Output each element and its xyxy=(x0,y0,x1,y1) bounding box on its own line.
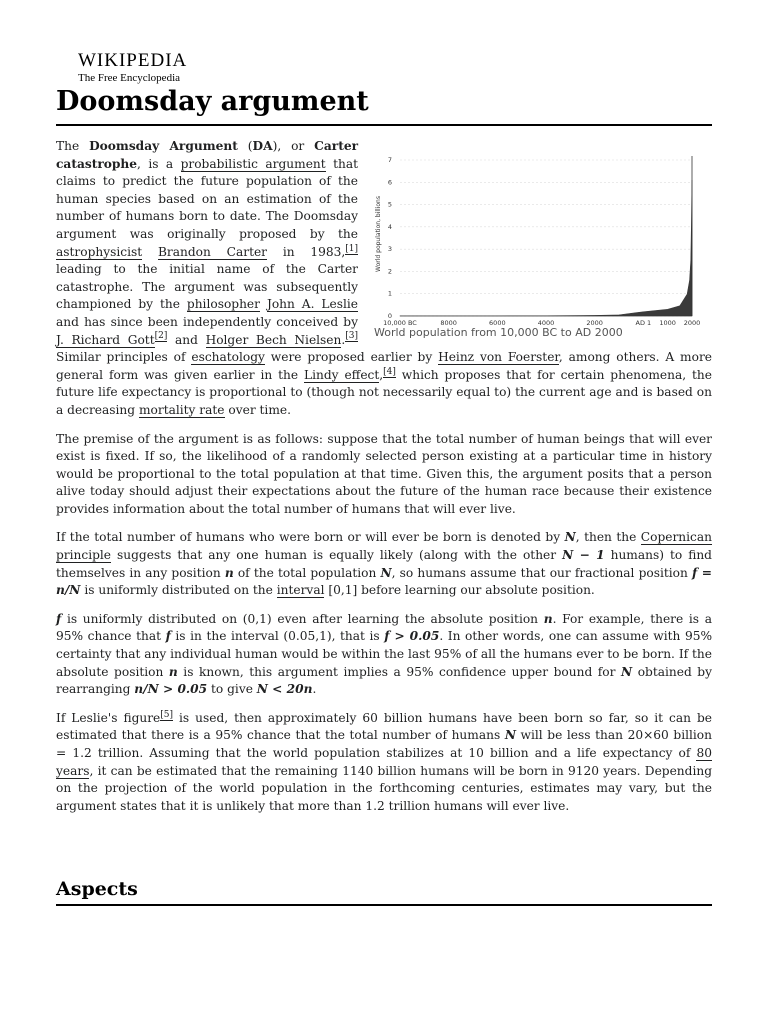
wikipedia-logo[interactable] xyxy=(78,50,238,85)
link-lindy-effect[interactable]: Lindy effect xyxy=(304,367,380,382)
term-da: DA xyxy=(252,139,273,153)
ref-5[interactable]: [5] xyxy=(160,709,174,720)
chart-y-tick-label: 0 xyxy=(387,312,392,320)
chart-y-tick-label: 5 xyxy=(387,200,392,209)
math-f: f xyxy=(165,629,171,644)
math-n-over-N-gt-005: n/N > 0.05 xyxy=(134,682,208,697)
link-80-years[interactable]: 80 years xyxy=(56,746,712,778)
chart-y-axis-label: World population, billions xyxy=(375,196,382,272)
math-N: N xyxy=(504,728,516,743)
figure-caption: World population from 10,000 BC to AD 2000 xyxy=(374,326,623,339)
chart-y-tick-label: 4 xyxy=(387,222,392,231)
chart-y-tick-label: 6 xyxy=(387,178,392,187)
link-mortality-rate[interactable]: mortality rate xyxy=(138,402,225,417)
article-body xyxy=(56,138,712,826)
chart-y-tick-label: 3 xyxy=(387,245,392,254)
chart-x-tick-label: 8000 xyxy=(440,319,457,327)
page-title: Doomsday argument xyxy=(56,82,712,126)
term-carter-catastrophe: Carter catastrophe xyxy=(56,139,358,171)
math-N: N xyxy=(621,664,633,679)
ref-2[interactable]: [2] xyxy=(154,331,168,342)
math-f: f xyxy=(56,611,62,626)
ref-3[interactable]: [3] xyxy=(345,331,358,342)
link-john-a-leslie[interactable]: John A. Leslie xyxy=(266,297,359,312)
intro-paragraph: The Doomsday Argument (DA), or Carter catastrophe, is a probabilistic argument that claims to predict the future population of the human species based on an estimation of the number of humans born to date. The Doomsday argument was originally proposed by the astrophysicist Brandon Carter in 1983,[1] leading to the initial name of the Carter catastrophe. The argument was subsequently championed by the philosopher John A. Leslie and has since been independently conceived by J. Richard Gott[2] and Holger Bech Nielsen.[3] Similar principles of eschatology were proposed earlier by Heinz von Foerster, among others. A more general form was given earlier in the Lindy effect,[4] which proposes that for certain phenomena, the future life expectancy is proportional to (though not necessarily equal to) the current age and is based on a decreasing mortality rate over time. xyxy=(56,139,712,417)
link-astrophysicist[interactable]: astrophysicist xyxy=(56,244,143,259)
link-philosopher[interactable]: philosopher xyxy=(186,297,260,312)
math-n: n xyxy=(543,611,553,626)
link-eschatology[interactable]: eschatology xyxy=(191,350,265,365)
math-N: N xyxy=(380,565,392,580)
population-figure xyxy=(372,138,712,340)
confidence-paragraph: f is uniformly distributed on (0,1) even after learning the absolute position n. For example, there is a 95% chance that f is in the interval (0.05,1), that is f > 0.05. In other words, one can assume with 95% certainty that any individual human would be within the last 95% of all the humans ever to be born. If the absolute position n is known, this argument implies a 95% confidence upper bound for N obtained by rearranging n/N > 0.05 to give N < 20n. xyxy=(56,611,713,697)
math-f-equals-n-over-N: f = n/N xyxy=(56,565,712,598)
chart-x-tick-label: AD 1 xyxy=(635,319,652,327)
ref-4[interactable]: [4] xyxy=(383,366,396,377)
copernican-paragraph: If the total number of humans who were born or will ever be born is denoted by N, then the Copernican principle suggests that any one human is equally likely (along with the other N − 1 humans) to find themselves in any position n of the total population N, so humans assume that our fractional position f = n/N is uniformly distributed on the interval [0,1] before learning our absolute position. xyxy=(56,530,712,598)
link-holger-bech-nielsen[interactable]: Holger Bech Nielsen xyxy=(205,332,342,347)
chart-y-tick-label: 2 xyxy=(387,267,392,276)
chart-y-tick-label: 1 xyxy=(387,289,392,298)
link-brandon-carter[interactable]: Brandon Carter xyxy=(157,244,268,259)
logo-tagline: The Free Encyclopedia xyxy=(78,72,181,84)
link-interval[interactable]: interval xyxy=(276,583,325,598)
chart-population-area xyxy=(400,180,692,316)
term-doomsday-argument: Doomsday Argument xyxy=(89,139,238,153)
link-heinz-von-foerster[interactable]: Heinz von Foerster xyxy=(438,350,559,365)
chart-x-tick-label: 1000 xyxy=(659,319,676,327)
link-probabilistic-argument[interactable]: probabilistic argument xyxy=(180,156,326,171)
population-chart xyxy=(372,138,712,328)
math-n: n xyxy=(224,565,234,580)
math-N-minus-1: N − 1 xyxy=(562,548,605,563)
estimate-paragraph: If Leslie's figure[5] is used, then approximately 60 billion humans have been born so far, so it can be estimated that there is a 95% chance that the total number of humans N will be less than 20×60 billion = 1.2 trillion. Assuming that the world population stabilizes at 10 billion and a life expectancy of 80 years, it can be estimated that the remaining 1140 billion humans will be born in 9120 years. Depending on the projection of the world population in the forthcoming centuries, estimates may vary, but the argument states that it is unlikely that more than 1.2 trillion humans will ever live. xyxy=(56,709,712,813)
link-j-richard-gott[interactable]: J. Richard Gott xyxy=(56,332,155,347)
chart-x-tick-label: 4000 xyxy=(537,319,555,327)
chart-x-tick-label: 2000 xyxy=(683,319,701,327)
section-heading-aspects: Aspects xyxy=(56,874,712,906)
chart-x-tick-label: 10,000 BC xyxy=(383,319,417,327)
premise-paragraph: The premise of the argument is as follows: suppose that the total number of human beings that will ever exist is fixed. If so, the likelihood of a randomly selected person existing at a particular time in history would be proportional to the total population at that time. Given this, the argument posits that a person alive today should adjust their expectations about the future of the human race because their existence provides information about the total number of humans that will ever live. xyxy=(56,431,712,516)
ref-1[interactable]: [1] xyxy=(345,243,359,254)
logo-wordmark: WIKIPEDIA xyxy=(78,50,188,71)
chart-y-tick-label: 7 xyxy=(387,156,392,164)
math-f-gt-005: f > 0.05 xyxy=(384,629,440,644)
math-N: N xyxy=(564,530,576,545)
chart-x-tick-label: 2000 xyxy=(586,319,603,327)
link-copernican-principle[interactable]: Copernican principle xyxy=(56,530,712,563)
math-N-lt-20n: N < 20n xyxy=(256,682,313,697)
chart-x-tick-label: 6000 xyxy=(489,319,506,327)
math-n: n xyxy=(168,664,178,679)
